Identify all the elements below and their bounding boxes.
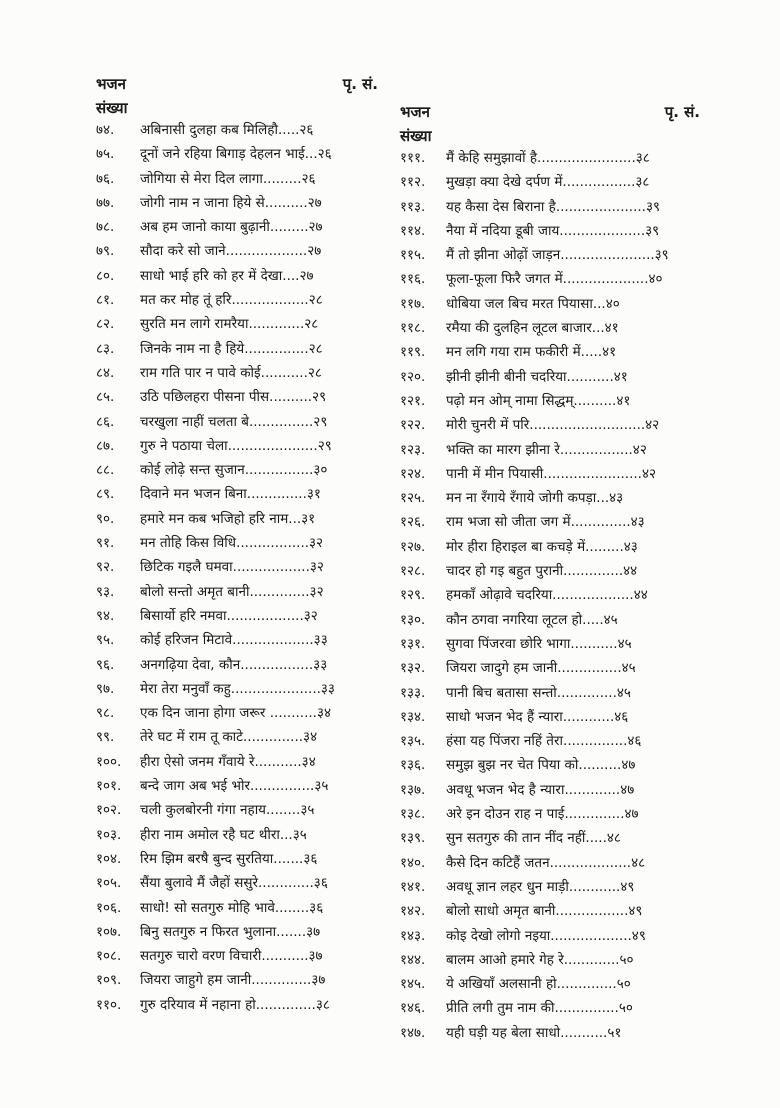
index-entry	[400, 802, 700, 826]
entry-number: १०३.	[96, 826, 122, 843]
entry-number: १०२.	[96, 802, 122, 819]
index-entry	[96, 944, 378, 968]
entry-title: जोगिया से मेरा दिल लागा.........२६	[140, 170, 316, 187]
entry-number: ८५.	[96, 389, 115, 406]
entry-number: १२९.	[400, 587, 426, 604]
entry-title: हीरा नाम अमोल रहै घट थीरा...३५	[140, 826, 307, 843]
index-entry	[96, 215, 378, 239]
entry-number: १०६.	[96, 899, 122, 916]
entry-number: १०१.	[96, 778, 122, 795]
entry-title: हमकाँ ओढ़ावे चदरिया...................४४	[446, 587, 648, 604]
entry-number: ७५.	[96, 146, 115, 163]
entry-title: बोलो साधो अमृत बानी.................४९	[446, 903, 643, 920]
entry-title: अब हम जानो काया बुढ़ानी.........२७	[140, 219, 323, 236]
entry-number: ७८.	[96, 219, 115, 236]
entry-number: ७९.	[96, 243, 115, 260]
entry-number: ८८.	[96, 462, 115, 479]
entry-number: ८३.	[96, 340, 115, 357]
index-entry	[400, 851, 700, 875]
entry-number: ९२.	[96, 559, 115, 576]
entry-number: ८०.	[96, 267, 115, 284]
entry-title: बोलो सन्तो अमृत बानी..............३२	[140, 583, 324, 600]
entry-title: कैसे दिन कटिहैं जतन...................४८	[446, 854, 646, 871]
entry-title: जिनके नाम ना है हिये...............२८	[140, 340, 323, 357]
index-entry	[96, 847, 378, 871]
entry-number: ९८.	[96, 705, 115, 722]
entry-title: ये अखियाँ अलसानी हो..............५०	[446, 976, 631, 993]
sankhya-heading: संख्या	[400, 127, 432, 145]
entry-title: दिवाने मन भजन बिना..............३१	[140, 486, 321, 503]
entry-number: १३५.	[400, 733, 426, 750]
index-entry	[400, 559, 700, 583]
entry-number: १२७.	[400, 538, 426, 555]
entry-number: ९१.	[96, 535, 115, 552]
index-entry	[400, 899, 700, 923]
entry-title: जोगी नाम न जाना हिये से..........२७	[140, 194, 322, 211]
entry-number: ११५.	[400, 247, 426, 264]
index-entry	[400, 681, 700, 705]
entry-number: १४५.	[400, 976, 426, 993]
entry-title: अरे इन दोउन राह न पाई..............४७	[446, 806, 639, 823]
entry-number: १२२.	[400, 417, 426, 434]
entry-title: साधो भजन भेद हैं न्यारा............४६	[446, 708, 629, 725]
left-column-header	[96, 74, 378, 118]
entry-title: कोई लोढ़े सन्त सुजान................३०	[140, 462, 328, 479]
entry-number: १२४.	[400, 465, 426, 482]
entry-title: पढ़ो मन ओम् नामा सिद्धम्..........४१	[446, 392, 631, 409]
entry-number: ९९.	[96, 729, 115, 746]
entry-title: जियरा जाहुगे हम जानी..............३७	[140, 972, 326, 989]
entry-number: १०७.	[96, 923, 122, 940]
entry-number: १४४.	[400, 951, 426, 968]
index-entry	[400, 365, 700, 389]
entry-number: १३१.	[400, 635, 426, 652]
index-entry	[400, 510, 700, 534]
entry-title: गुरु ने पठाया चेला.....................२९	[140, 437, 332, 454]
left-column	[96, 74, 378, 1017]
index-entry	[400, 948, 700, 972]
index-entry	[400, 656, 700, 680]
entry-number: १३७.	[400, 781, 426, 798]
entry-number: ९३.	[96, 583, 115, 600]
entry-number: १००.	[96, 753, 122, 770]
index-entry	[96, 337, 378, 361]
right-index-list	[400, 146, 700, 1045]
index-entry	[400, 535, 700, 559]
entry-title: यही घड़ी यह बेला साधो...........५१	[446, 1024, 622, 1041]
entry-number: १४३.	[400, 927, 426, 944]
index-entry	[400, 632, 700, 656]
index-entry	[400, 462, 700, 486]
entry-title: गुरु दरियाव में नहाना हो..............३८	[140, 996, 330, 1013]
entry-number: ११२.	[400, 174, 426, 191]
index-entry	[96, 968, 378, 992]
index-entry	[400, 826, 700, 850]
index-entry	[96, 555, 378, 579]
index-entry	[96, 361, 378, 385]
entry-title: हीरा ऐसो जनम गँवाये रे...........३४	[140, 753, 316, 770]
entry-title: सुन सतगुरु की तान नींद नहीं.....४८	[446, 830, 621, 847]
entry-title: हमारे मन कब भजिहो हरि नाम...३१	[140, 510, 316, 527]
index-entry	[400, 753, 700, 777]
entry-title: बन्दे जाग अब भई भोर...............३५	[140, 778, 329, 795]
sankhya-heading: संख्या	[96, 99, 128, 117]
index-entry	[400, 316, 700, 340]
entry-title: बालम आओ हमारे गेह रे.............५०	[446, 951, 634, 968]
entry-title: साधो भाई हरि को हर में देखा....२७	[140, 267, 314, 284]
index-entry	[96, 871, 378, 895]
entry-title: फूला-फूला फिरै जगत में....................४०	[446, 271, 663, 288]
index-entry	[96, 580, 378, 604]
index-entry	[96, 264, 378, 288]
index-entry	[400, 195, 700, 219]
index-entry	[400, 438, 700, 462]
entry-number: ११०.	[96, 996, 122, 1013]
entry-title: दूनों जने रहिया बिगाड़ देहलन भाई...२६	[140, 146, 332, 163]
entry-title: मेरा तेरा मनुवाँ कहु.....................३३	[140, 680, 335, 697]
entry-title: मन लगि गया राम फकीरी में.....४१	[446, 344, 617, 361]
right-column	[400, 102, 700, 1045]
index-entry	[400, 389, 700, 413]
entry-title: राम भजा सो जीता जग में..............४३	[446, 514, 645, 531]
index-entry	[96, 750, 378, 774]
index-entry	[400, 146, 700, 170]
entry-title: अवधू भजन भेद है न्यारा.............४७	[446, 781, 635, 798]
index-entry	[96, 677, 378, 701]
index-entry	[400, 705, 700, 729]
entry-title: मुखड़ा क्या देखे दर्पण में.................३८	[446, 174, 650, 191]
entry-number: १२३.	[400, 441, 426, 458]
entry-number: १४६.	[400, 1000, 426, 1017]
entry-title: यह कैसा देस बिराना है.....................३९	[446, 198, 660, 215]
index-entry	[96, 531, 378, 555]
entry-title: कौन ठगवा नगरिया लूटल हो.....४५	[446, 611, 618, 628]
entry-number: १०९.	[96, 972, 122, 989]
entry-title: रमैया की दुलहिन लूटल बाजार...४१	[446, 320, 619, 337]
entry-title: बिनु सतगुरु न फिरत भुलाना.......३७	[140, 923, 321, 940]
index-entry	[96, 482, 378, 506]
entry-title: साधो! सो सतगुरु मोहि भावे........३६	[140, 899, 324, 916]
index-entry	[400, 243, 700, 267]
index-entry	[96, 288, 378, 312]
entry-number: १२०.	[400, 368, 426, 385]
index-entry	[96, 434, 378, 458]
entry-number: १०४.	[96, 850, 122, 867]
index-entry	[96, 653, 378, 677]
entry-number: ७७.	[96, 194, 115, 211]
entry-title: छिटिक गइलै घमवा..................३२	[140, 559, 324, 576]
left-index-list	[96, 118, 378, 1017]
entry-title: हंसा यह पिंजरा नहिं तेरा...............४६	[446, 733, 642, 750]
index-entry	[400, 170, 700, 194]
entry-number: ९०.	[96, 510, 115, 527]
index-entry	[96, 239, 378, 263]
entry-title: चरखुला नाहीं चलता बे...............२९	[140, 413, 328, 430]
index-entry	[400, 340, 700, 364]
index-entry	[400, 778, 700, 802]
entry-number: ९६.	[96, 656, 115, 673]
index-entry	[400, 486, 700, 510]
entry-title: समुझ बुझ नर चेत पिया को..........४७	[446, 757, 636, 774]
entry-number: ९४.	[96, 607, 115, 624]
entry-number: १३८.	[400, 806, 426, 823]
entry-title: पानी बिच बतासा सन्तो..............४५	[446, 684, 631, 701]
entry-title: राम गति पार न पावे कोई...........२८	[140, 364, 322, 381]
entry-title: सैंया बुलावे मैं जैहों ससुरे.............३६	[140, 875, 328, 892]
entry-number: ८१.	[96, 292, 115, 309]
index-entry	[96, 385, 378, 409]
entry-title: बिसार्यो हरि नमवा..................३२	[140, 607, 318, 624]
index-entry	[400, 608, 700, 632]
entry-title: अनगढ़िया देवा, कौन.................३३	[140, 656, 328, 673]
entry-title: कोई हरिजन मिटावे...................३३	[140, 632, 328, 649]
index-entry	[400, 972, 700, 996]
entry-title: मोर हीरा हिराइल बा कचड़े में.........४३	[446, 538, 638, 555]
entry-number: १३९.	[400, 830, 426, 847]
index-entry	[96, 604, 378, 628]
entry-title: सौदा करे सो जाने...................२७	[140, 243, 322, 260]
index-entry	[96, 167, 378, 191]
entry-title: अबिनासी दुलहा कब मिलिहौ.....२६	[140, 122, 314, 138]
index-entry	[400, 924, 700, 948]
entry-number: १३३.	[400, 684, 426, 701]
index-entry	[96, 507, 378, 531]
entry-number: १११.	[400, 150, 426, 166]
index-entry	[96, 410, 378, 434]
index-entry	[96, 458, 378, 482]
entry-number: १३४.	[400, 708, 426, 725]
entry-title: सुरति मन लागे रामरैया.............२८	[140, 316, 319, 333]
entry-number: ८९.	[96, 486, 115, 503]
entry-title: रिम झिम बरषै बुन्द सुरतिया.......३६	[140, 850, 318, 867]
index-entry	[96, 118, 378, 142]
entry-number: १३६.	[400, 757, 426, 774]
entry-number: १३२.	[400, 660, 426, 677]
right-column-header	[400, 102, 700, 146]
entry-number: ९५.	[96, 632, 115, 649]
entry-number: १४०.	[400, 854, 426, 871]
entry-number: ७४.	[96, 122, 115, 138]
index-entry	[400, 267, 700, 291]
index-entry	[96, 798, 378, 822]
index-entry	[96, 823, 378, 847]
entry-title: मैं तो झीना ओढ़ों जाड़न......................३९	[446, 247, 669, 264]
entry-title: पानी में मीन पियासी.......................४२	[446, 465, 657, 482]
entry-number: १२६.	[400, 514, 426, 531]
entry-number: ११९.	[400, 344, 426, 361]
index-entry	[400, 292, 700, 316]
index-entry	[96, 920, 378, 944]
index-entry	[400, 413, 700, 437]
entry-number: १२५.	[400, 490, 426, 507]
entry-title: जियरा जादुगे हम जानी...............४५	[446, 660, 636, 677]
entry-number: ९७.	[96, 680, 115, 697]
entry-title: भक्ति का मारग झीना रे.................४२	[446, 441, 647, 458]
entry-title: मन ना रँगाये रँगाये जोगी कपड़ा...४३	[446, 490, 624, 507]
entry-title: मोरी चुनरी में परि...........................४२	[446, 417, 660, 434]
entry-number: १४२.	[400, 903, 426, 920]
index-entry	[400, 996, 700, 1020]
entry-title: अवधू ज्ञान लहर धुन माड़ी............४९	[446, 878, 635, 895]
entry-title: मत कर मोह तूं हरि..................२८	[140, 292, 323, 309]
entry-title: सुगवा पिंजरवा छोरि भागा...........४५	[446, 635, 632, 652]
entry-number: ८७.	[96, 437, 115, 454]
entry-number: ८४.	[96, 364, 115, 381]
entry-number: ११६.	[400, 271, 426, 288]
page-number-heading: पृ. सं.	[664, 103, 700, 121]
entry-number: १०८.	[96, 948, 122, 965]
index-entry	[96, 896, 378, 920]
entry-title: तेरे घट में राम तू काटे..............३४	[140, 729, 318, 746]
index-entry	[96, 993, 378, 1017]
entry-number: १४१.	[400, 878, 426, 895]
entry-number: १२८.	[400, 563, 426, 580]
entry-number: ११७.	[400, 295, 426, 312]
entry-title: धोबिया जल बिच मरत पियासा...४०	[446, 295, 620, 312]
index-entry	[400, 583, 700, 607]
entry-title: चादर हो गइ बहुत पुरानी..............४४	[446, 563, 638, 580]
page-number-heading: पृ. सं.	[342, 75, 378, 93]
entry-number: ११३.	[400, 198, 426, 215]
entry-number: १४७.	[400, 1024, 426, 1041]
entry-title: मन तोहि किस विधि.................३२	[140, 535, 324, 552]
index-entry	[96, 312, 378, 336]
entry-number: ११८.	[400, 320, 426, 337]
index-entry	[96, 774, 378, 798]
index-entry	[96, 701, 378, 725]
entry-number: ८६.	[96, 413, 115, 430]
entry-title: मैं केहि समुझावों है.......................३८	[446, 150, 650, 166]
bhajan-heading: भजन	[96, 75, 127, 93]
index-entry	[400, 875, 700, 899]
entry-number: ११४.	[400, 222, 426, 239]
index-entry	[96, 191, 378, 215]
entry-title: चली कुलबोरनी गंगा नहाय........३५	[140, 802, 315, 819]
entry-number: ७६.	[96, 170, 115, 187]
entry-title: एक दिन जाना होगा जरूर ...........३४	[140, 705, 331, 722]
entry-number: १२१.	[400, 392, 426, 409]
index-entry	[96, 628, 378, 652]
entry-title: प्रीति लगी तुम नाम की...............५०	[446, 1000, 633, 1017]
index-entry	[96, 725, 378, 749]
entry-number: १३०.	[400, 611, 426, 628]
index-entry	[400, 1021, 700, 1045]
entry-title: उठि पछिलहरा पीसना पीस..........२९	[140, 389, 327, 406]
entry-title: सतगुरु चारो वरण विचारी...........३७	[140, 948, 323, 965]
entry-title: कोइ देखो लोगो नइया...................४९	[446, 927, 646, 944]
entry-number: १०५.	[96, 875, 122, 892]
entry-title: नैया में नदिया डूबी जाय....................३९	[446, 222, 660, 239]
entry-title: झीनी झीनी बीनी चदरिया...........४१	[446, 368, 628, 385]
index-entry	[400, 729, 700, 753]
entry-number: ८२.	[96, 316, 115, 333]
index-entry	[400, 219, 700, 243]
bhajan-heading: भजन	[400, 103, 431, 121]
index-entry	[96, 142, 378, 166]
